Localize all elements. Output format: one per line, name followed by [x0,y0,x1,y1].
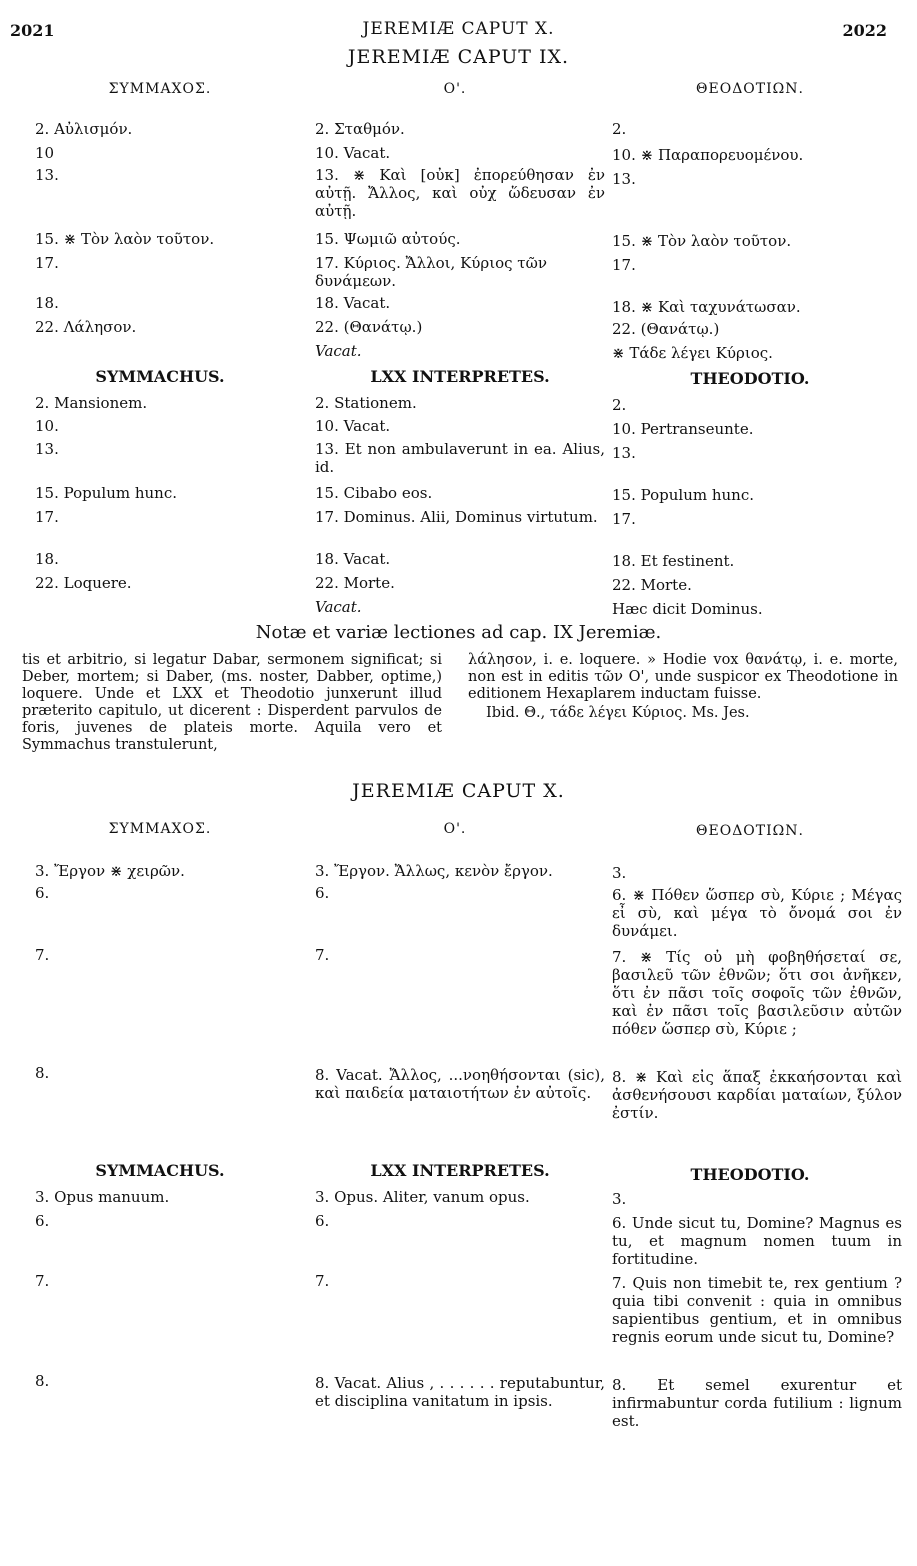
chapter-ix-title: JEREMIÆ CAPUT IX. [347,46,570,68]
ix-latin-r1-c3: 2. [612,396,627,414]
ix-latin-r2-c3: 10. Pertranseunte. [612,420,754,438]
col-head-theodotion-greek: ΘΕΟΔΟΤΙΩΝ. [696,81,804,97]
x-greek-r3-c1: 7. [35,946,50,964]
ix-greek-r5-c3: 17. [612,256,636,274]
notes-left-column: tis et arbitrio, si legatur Dabar, sermonem significat; si Deber, mortem; si Daber, (ms. noster, Dabber, optime,) loquere. Unde et LXX et Theodotio junxerunt illud præterito capitulo, ut dicerent : Disperdent parvulos de foris, juvenes de plateis morte. Aquila vero et Symmachus transtulerunt, [22,652,442,753]
x-greek-r4-c1: 8. [35,1064,50,1082]
col-head-symmachus-greek: ΣΥΜΜΑΧΟΣ. [108,81,212,97]
ix-latin-r2-c2: 10. Vacat. [315,417,391,435]
page-number-left: 2021 [10,21,55,40]
notes-title: Notæ et variæ lectiones ad cap. IX Jeremiæ. [255,622,662,643]
col-head-lxx-latin: LXX INTERPRETES. [370,367,550,386]
ix-greek-r2-c3: 10. ⋇ Παραπορευομένου. [612,146,804,164]
ix-latin-r4-c2: 15. Cibabo eos. [315,484,433,502]
ix-latin-r5-c2: 17. Dominus. Alii, Dominus virtutum. [315,508,598,526]
ix-greek-r2-c1: 10 [35,144,55,162]
ix-greek-r7-c1: 22. Λάλησον. [35,318,137,336]
ix-latin-r3-c1: 13. [35,440,59,458]
ix-latin-r7-c2: 22. Morte. [315,574,395,592]
col-head-lxx-greek: Ο'. [443,81,467,97]
ix-latin-r8-c2: Vacat. [315,598,362,616]
ix-greek-r2-c2: 10. Vacat. [315,144,391,162]
ix-latin-r1-c2: 2. Stationem. [315,394,417,412]
x-latin-r3-c3: 7. Quis non timebit te, rex gentium ? quia tibi convenit : quia in omnibus sapientibus gentium, et in omnibus regnis eorum unde sicut tu, Domine? [612,1274,902,1346]
ix-greek-r7-c2: 22. (Θανάτῳ.) [315,318,423,336]
ix-greek-r5-c1: 17. [35,254,59,272]
x-col-head-lxx-greek: Ο'. [443,821,467,837]
x-greek-r2-c3: 6. ⋇ Πόθεν ὥσπερ σὺ, Κύριε ; Μέγας εἶ σὺ, καὶ μέγα τὸ ὄνομά σοι ἐν δυνάμει. [612,886,902,940]
page-number-right: 2022 [842,21,887,40]
ix-latin-r3-c2: 13. Et non ambulaverunt in ea. Alius, id. [315,440,605,476]
x-latin-r4-c1: 8. [35,1372,50,1390]
ix-latin-r7-c3: 22. Morte. [612,576,692,594]
ix-greek-r4-c3: 15. ⋇ Τὸν λαὸν τοῦτον. [612,232,792,250]
x-latin-r1-c2: 3. Opus. Aliter, vanum opus. [315,1188,530,1206]
ix-greek-r8-c3: ⋇ Τάδε λέγει Κύριος. [612,344,773,362]
notes-right-paragraph: λάλησον, i. e. loquere. » Hodie vox θανάτῳ, i. e. morte, non est in editis τῶν Ο', unde suspicor ex Theodotione in editionem Hexaplarem inductam fuisse. [468,652,898,702]
x-latin-r1-c1: 3. Opus manuum. [35,1188,170,1206]
x-latin-r3-c2: 7. [315,1272,330,1290]
ix-greek-r6-c3: 18. ⋇ Καὶ ταχυνάτωσαν. [612,298,801,316]
chapter-x-title: JEREMIÆ CAPUT X. [352,780,565,802]
running-title: JEREMIÆ CAPUT X. [362,19,555,39]
x-greek-r4-c2: 8. Vacat. Ἄλλος, ...νοηθήσονται (sic), καὶ παιδεία ματαιοτήτων ἐν αὐτοῖς. [315,1066,605,1102]
ix-latin-r2-c1: 10. [35,417,59,435]
x-greek-r4-c3: 8. ⋇ Καὶ εἰς ἅπαξ ἐκκαήσονται καὶ ἀσθενήσουσι καρδίαι ματαίων, ξύλον ἐστίν. [612,1068,902,1122]
ix-greek-r3-c1: 13. [35,166,59,184]
x-col-head-lxx-latin: LXX INTERPRETES. [370,1161,550,1180]
ix-greek-r1-c3: 2. [612,120,627,138]
ix-latin-r8-c3: Hæc dicit Dominus. [612,600,763,618]
ix-greek-r3-c2: 13. ⋇ Καὶ [οὐκ] ἐπορεύθησαν ἐν αὐτῇ. Ἄλλος, καὶ οὐχ ὥδευσαν ἐν αὐτῇ. [315,166,605,220]
ix-greek-r1-c2: 2. Σταθμόν. [315,120,405,138]
ix-greek-r6-c2: 18. Vacat. [315,294,391,312]
ix-greek-r4-c1: 15. ⋇ Τὸν λαὸν τοῦτον. [35,230,215,248]
ix-greek-r8-c2: Vacat. [315,342,362,360]
ix-greek-r3-c3: 13. [612,170,636,188]
ix-latin-r1-c1: 2. Mansionem. [35,394,148,412]
x-latin-r2-c3: 6. Unde sicut tu, Domine? Magnus es tu, et magnum nomen tuum in fortitudine. [612,1214,902,1268]
ix-greek-r1-c1: 2. Αὐλισμόν. [35,120,133,138]
ix-latin-r6-c1: 18. [35,550,59,568]
ix-latin-r5-c1: 17. [35,508,59,526]
x-greek-r1-c3: 3. [612,864,627,882]
x-latin-r2-c1: 6. [35,1212,50,1230]
x-col-head-symmachus-greek: ΣΥΜΜΑΧΟΣ. [108,821,212,837]
col-head-symmachus-latin: SYMMACHUS. [95,367,225,386]
x-latin-r4-c2: 8. Vacat. Alius , . . . . . . reputabuntur, et disciplina vanitatum in ipsis. [315,1374,605,1410]
ix-greek-r5-c2: 17. Κύριος. Ἄλλοι, Κύριος τῶν δυνάμεων. [315,254,547,290]
ix-latin-r3-c3: 13. [612,444,636,462]
x-greek-r3-c3: 7. ⋇ Τίς οὐ μὴ φοβηθήσεταί σε, βασιλεῦ τῶν ἐθνῶν; ὅτι σοι ἀνῆκεν, ὅτι ἐν πᾶσι τοῖς σοφοῖς τῶν ἐθνῶν, καὶ ἐν πᾶσι τοῖς βασιλεῦσιν αὐτῶν πόθεν ὥσπερ σὺ, Κύριε ; [612,948,902,1038]
ix-latin-r6-c3: 18. Et festinent. [612,552,735,570]
ix-latin-r4-c1: 15. Populum hunc. [35,484,178,502]
x-latin-r1-c3: 3. [612,1190,627,1208]
notes-right-column [468,652,898,722]
ix-greek-r7-c3: 22. (Θανάτῳ.) [612,320,720,338]
x-latin-r2-c2: 6. [315,1212,330,1230]
ix-latin-r5-c3: 17. [612,510,636,528]
x-col-head-theodotio-latin: THEODOTIO. [690,1165,810,1184]
ix-greek-r6-c1: 18. [35,294,59,312]
x-latin-r3-c1: 7. [35,1272,50,1290]
x-greek-r3-c2: 7. [315,946,330,964]
x-col-head-symmachus-latin: SYMMACHUS. [95,1161,225,1180]
ix-latin-r7-c1: 22. Loquere. [35,574,132,592]
x-greek-r2-c1: 6. [35,884,50,902]
ix-latin-r6-c2: 18. Vacat. [315,550,391,568]
x-latin-r4-c3: 8. Et semel exurentur et infirmabuntur corda futilium : lignum est. [612,1376,902,1430]
ix-greek-r4-c2: 15. Ψωμιῶ αὐτούς. [315,230,461,248]
col-head-theodotio-latin: THEODOTIO. [690,369,810,388]
x-col-head-theodotion-greek: ΘΕΟΔΟΤΙΩΝ. [696,823,804,839]
x-greek-r1-c2: 3. Ἔργον. Ἄλλως, κενὸν ἔργον. [315,862,553,880]
x-greek-r1-c1: 3. Ἔργον ⋇ χειρῶν. [35,862,185,880]
ix-latin-r4-c3: 15. Populum hunc. [612,486,755,504]
notes-right-ibid: Ibid. Θ., τάδε λέγει Κύριος. Ms. Jes. [486,705,750,721]
x-greek-r2-c2: 6. [315,884,330,902]
